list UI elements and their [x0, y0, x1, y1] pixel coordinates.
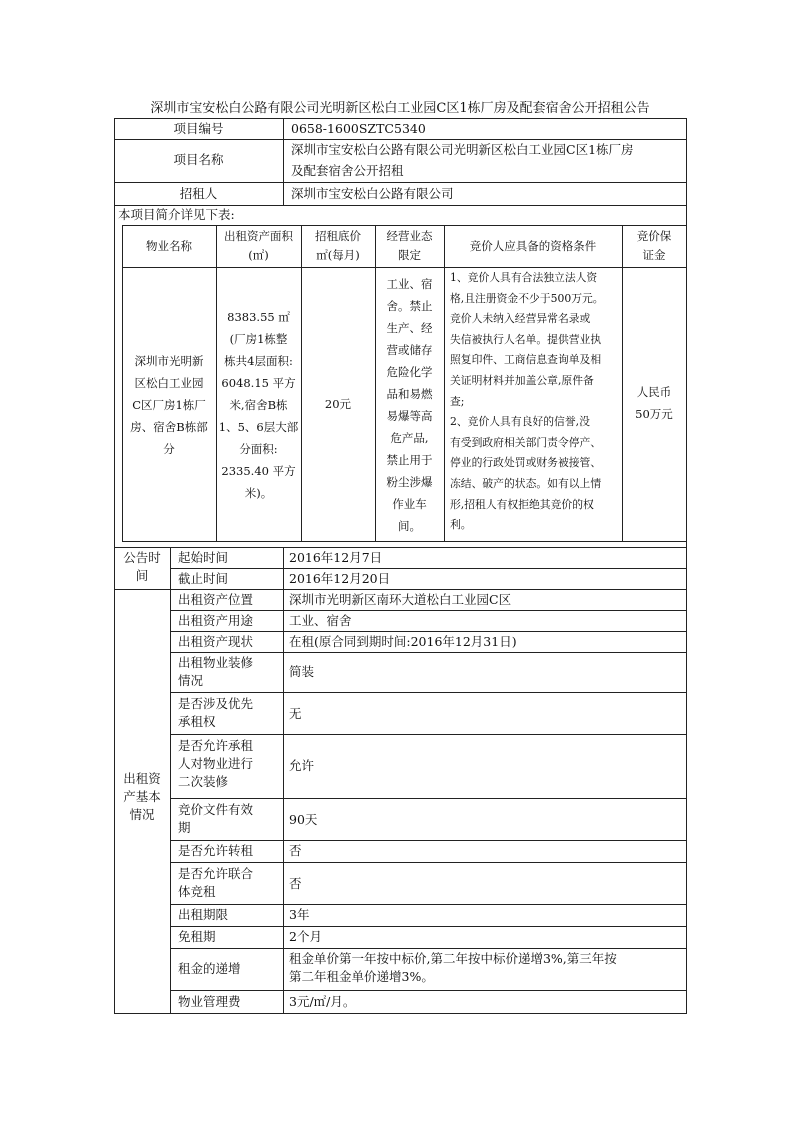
- project-number-label: 项目编号: [173, 121, 224, 136]
- header-deposit-1: 竞价保: [636, 229, 672, 243]
- rental-area: 8383.55 ㎡ (厂房1栋整 栋共4层面积: 6048.15 平方 米,宿舍B栋 1、5、6层大部 分面积: 2335.40 平方 米)。: [218, 310, 299, 500]
- end-time-label: 截止时间: [178, 571, 229, 586]
- project-name-label: 项目名称: [173, 152, 224, 167]
- start-time-label: 起始时间: [178, 550, 229, 565]
- basic-info-label: 出租资 产基本 情况: [123, 771, 161, 822]
- announcement-label: 公告时 间: [123, 550, 161, 583]
- basic-row-validity-value: 90天: [289, 812, 318, 827]
- header-price-2: ㎡(每月): [316, 248, 360, 262]
- project-name-value-1: 深圳市宝安松白公路有限公司光明新区松白工业园C区1栋厂房: [291, 142, 634, 157]
- basic-row-rent-free-label: 免租期: [178, 929, 216, 944]
- basic-row-increase-value: 租金单价第一年按中标价,第二年按中标价递增3%,第三年按 第二年租金单价递增3%。: [289, 951, 617, 984]
- basic-row-decoration-label: 出租物业装修 情况: [178, 655, 254, 688]
- basic-row-usage-value: 工业、宿舍: [289, 613, 352, 628]
- basic-row-fee-label: 物业管理费: [178, 994, 241, 1009]
- lessor-label: 招租人: [179, 186, 218, 201]
- business-restriction: 工业、宿 舍。禁止 生产、经 营或储存 危险化学 品和易燃 易爆等高 危产品, 禁止用于 粉尘涉爆 作业车 间。: [386, 277, 433, 533]
- property-name: 深圳市光明新 区松白工业园 C区厂房1栋厂 房、宿舍B栋部 分: [130, 354, 208, 456]
- basic-row-decoration-value: 简装: [289, 664, 315, 679]
- basic-row-increase-label: 租金的递增: [178, 961, 241, 976]
- basic-row-term-label: 出租期限: [178, 907, 229, 922]
- base-price: 20元: [324, 397, 352, 411]
- project-number-value: 0658-1600SZTC5340: [291, 121, 426, 136]
- header-business-2: 限定: [398, 248, 421, 262]
- header-price-1: 招租底价: [315, 229, 361, 243]
- qualification-conditions: 1、竞价人具有合法独立法人资 格,且注册资金不少于500万元。 竞价人未纳入经营异常名录或 失信被执行人名单。提供营业执 照复印件、工商信息查询单及相 关证明材料并加盖公章,原件备 查; 2、竞价人具有良好的信誉,没 有受到政府相关部门责令停产、 停业的行政处罚或财务被接管、 冻结、破产的状态。如有以上情 形,招租人有权拒绝其竞价的权 利。: [450, 271, 604, 532]
- lessor-value: 深圳市宝安松白公路有限公司: [291, 186, 454, 201]
- intro-text: 本项目简介详见下表:: [118, 207, 235, 222]
- announcement-table: [114, 118, 687, 1014]
- basic-row-rent-free-value: 2个月: [289, 929, 322, 944]
- basic-row-consortium-value: 否: [289, 876, 302, 891]
- basic-row-renovation-value: 允许: [289, 758, 315, 773]
- basic-row-fee-value: 3元/㎡/月。: [289, 994, 356, 1009]
- document-title: 深圳市宝安松白公路有限公司光明新区松白工业园C区1栋厂房及配套宿舍公开招租公告: [150, 101, 650, 116]
- header-deposit-2: 证金: [642, 248, 666, 262]
- basic-row-usage-label: 出租资产用途: [178, 613, 254, 628]
- end-time-value: 2016年12月20日: [289, 571, 391, 586]
- start-time-value: 2016年12月7日: [289, 550, 383, 565]
- project-name-value-2: 及配套宿舍公开招租: [291, 163, 404, 178]
- basic-row-consortium-label: 是否允许联合 体竞租: [178, 866, 254, 899]
- basic-row-sublease-label: 是否允许转租: [178, 843, 254, 858]
- basic-row-priority-value: 无: [289, 706, 302, 721]
- header-qualification: 竞价人应具备的资格条件: [469, 239, 597, 253]
- basic-row-sublease-value: 否: [289, 843, 302, 858]
- header-area-2: (㎡): [248, 248, 269, 262]
- basic-row-status-value: 在租(原合同到期时间:2016年12月31日): [289, 634, 517, 649]
- basic-row-renovation-label: 是否允许承租 人对物业进行 二次装修: [178, 738, 254, 789]
- header-property: 物业名称: [146, 239, 192, 253]
- basic-row-priority-label: 是否涉及优先 承租权: [178, 696, 254, 729]
- deposit-amount: 人民币 50万元: [635, 385, 673, 421]
- basic-row-validity-label: 竞价文件有效 期: [178, 802, 254, 835]
- basic-row-location-label: 出租资产位置: [178, 592, 254, 607]
- basic-row-location-value: 深圳市光明新区南环大道松白工业园C区: [289, 592, 512, 607]
- basic-row-status-label: 出租资产现状: [178, 634, 254, 649]
- header-business-1: 经营业态: [386, 229, 433, 243]
- header-area-1: 出租资产面积: [224, 229, 293, 243]
- basic-row-term-value: 3年: [289, 907, 310, 922]
